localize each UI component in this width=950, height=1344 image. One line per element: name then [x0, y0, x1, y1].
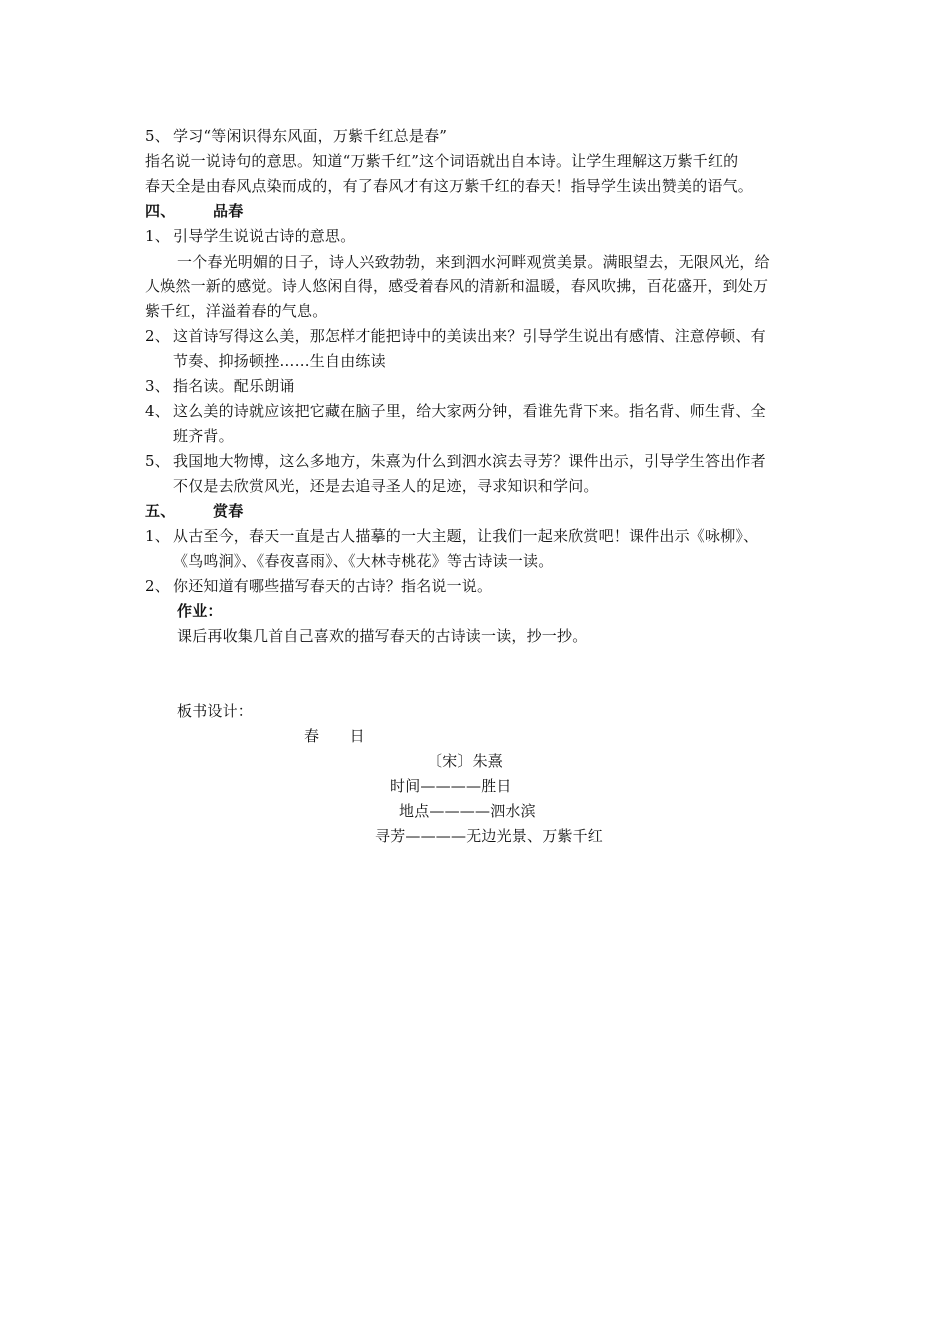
list-item — [145, 449, 766, 474]
list-item — [145, 324, 766, 349]
list-item — [145, 374, 295, 399]
homework-text: 课后再收集几首自己喜欢的描写春天的古诗读一读，抄一抄。 — [177, 627, 588, 645]
section-number: 四、 — [145, 202, 176, 220]
item-text: 这首诗写得这么美，那怎样才能把诗中的美读出来？引导学生说出有感情、注意停顿、有 — [173, 327, 766, 345]
board-poem-title: 春 日 — [304, 727, 365, 745]
board-row: 寻芳————无边光景、万紫千红 — [375, 827, 604, 845]
paragraph-line: 节奏、抑扬顿挫……生自由练读 — [173, 352, 386, 370]
paragraph-line: 一个春光明媚的日子，诗人兴致勃勃，来到泗水河畔观赏美景。满眼望去，无限风光，给 — [177, 253, 770, 271]
board-poem-author: 〔宋〕朱熹 — [427, 752, 504, 770]
item-text: 我国地大物博，这么多地方，朱熹为什么到泗水滨去寻芳？课件出示，引导学生答出作者 — [173, 452, 766, 470]
section-title: 品春 — [213, 202, 244, 220]
item-number: 2、 — [145, 327, 170, 345]
item-title: 学习“等闲识得东风面，万紫千红总是春” — [173, 127, 448, 145]
board-label: 板书设计： — [177, 702, 254, 720]
item-number: 5、 — [145, 452, 170, 470]
item-number: 1、 — [145, 527, 170, 545]
paragraph-line: 春天全是由春风点染而成的，有了春风才有这万紫千红的春天！指导学生读出赞美的语气。 — [145, 177, 754, 195]
item-number: 1、 — [145, 227, 170, 245]
list-item — [145, 574, 492, 599]
item-text: 这么美的诗就应该把它藏在脑子里，给大家两分钟，看谁先背下来。指名背、师生背、全 — [173, 402, 766, 420]
item-text: 引导学生说说古诗的意思。 — [173, 227, 356, 245]
section-heading-5 — [145, 499, 243, 524]
list-item — [145, 224, 355, 249]
paragraph-line: 指名说一说诗句的意思。知道“万紫千红”这个词语就出自本诗。让学生理解这万紫千红的 — [145, 152, 739, 170]
list-item — [145, 524, 758, 549]
item-text: 指名读。配乐朗诵 — [173, 377, 295, 395]
item-text: 你还知道有哪些描写春天的古诗？指名说一说。 — [173, 577, 493, 595]
item-text: 从古至今，春天一直是古人描摹的一大主题，让我们一起来欣赏吧！课件出示《咏柳》、 — [173, 527, 759, 545]
board-row: 地点————泗水滨 — [399, 802, 536, 820]
item-number: 2、 — [145, 577, 170, 595]
item-5-heading — [145, 124, 447, 149]
paragraph-line: 紫千红，洋溢着春的气息。 — [145, 302, 328, 320]
section-heading-4 — [145, 199, 243, 224]
item-number: 5、 — [145, 127, 170, 145]
item-number: 4、 — [145, 402, 170, 420]
homework-label: 作业： — [177, 602, 223, 620]
board-row: 时间————胜日 — [390, 777, 512, 795]
section-number: 五、 — [145, 502, 176, 520]
paragraph-line: 《鸟鸣涧》、《春夜喜雨》、《大林寺桃花》等古诗读一读。 — [173, 552, 554, 570]
item-number: 3、 — [145, 377, 170, 395]
paragraph-line: 不仅是去欣赏风光，还是去追寻圣人的足迹，寻求知识和学问。 — [173, 477, 599, 495]
paragraph-line: 人焕然一新的感觉。诗人悠闲自得，感受着春风的清新和温暖，春风吹拂，百花盛开，到处万 — [145, 277, 769, 295]
section-title: 赏春 — [213, 502, 244, 520]
list-item — [145, 399, 766, 424]
paragraph-line: 班齐背。 — [173, 427, 234, 445]
